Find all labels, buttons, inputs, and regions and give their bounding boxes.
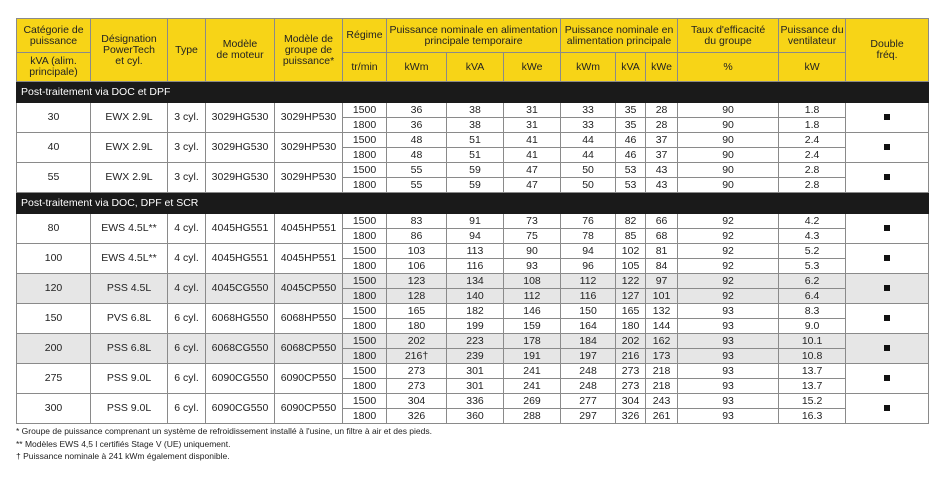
- header-category: Catégorie de puissance: [17, 19, 91, 53]
- designation-cell: PSS 4.5L: [91, 274, 168, 304]
- dual-frequency-square-icon: [884, 114, 890, 120]
- fan-power-cell: 2.4: [779, 133, 846, 148]
- standby-kwm-cell: 55: [387, 163, 447, 178]
- standby-kwe-cell: 288: [504, 409, 561, 424]
- prime-kwe-cell: 144: [646, 319, 678, 334]
- standby-kva-cell: 182: [447, 304, 504, 319]
- fan-power-cell: 15.2: [779, 394, 846, 409]
- section-title: Post-traitement via DOC et DPF: [17, 82, 929, 103]
- standby-kva-cell: 301: [447, 364, 504, 379]
- prime-kva-cell: 202: [616, 334, 646, 349]
- category-cell: 120: [17, 274, 91, 304]
- prime-kva-cell: 53: [616, 163, 646, 178]
- fan-power-cell: 2.4: [779, 148, 846, 163]
- standby-kwm-cell: 165: [387, 304, 447, 319]
- prime-kwm-cell: 94: [561, 244, 616, 259]
- designation-cell: EWS 4.5L**: [91, 214, 168, 244]
- prime-kwe-cell: 28: [646, 118, 678, 133]
- prime-kwm-cell: 96: [561, 259, 616, 274]
- genset-model-cell: 4045HP551: [275, 244, 343, 274]
- standby-kwm-cell: 128: [387, 289, 447, 304]
- designation-cell: EWX 2.9L: [91, 103, 168, 133]
- prime-kwe-cell: 97: [646, 274, 678, 289]
- footnotes: [16, 425, 432, 463]
- dual-frequency-cell: [846, 364, 929, 394]
- header-standby-kwm: kWm: [387, 53, 447, 82]
- standby-kwm-cell: 48: [387, 148, 447, 163]
- standby-kwe-cell: 47: [504, 163, 561, 178]
- rpm-cell: 1500: [343, 334, 387, 349]
- engine-model-cell: 3029HG530: [206, 103, 275, 133]
- efficiency-cell: 90: [678, 163, 779, 178]
- efficiency-cell: 92: [678, 244, 779, 259]
- prime-kwe-cell: 43: [646, 163, 678, 178]
- header-prime-power: Puissance nominale en alimentation principale: [561, 19, 678, 53]
- prime-kva-cell: 82: [616, 214, 646, 229]
- fan-power-cell: 8.3: [779, 304, 846, 319]
- prime-kwm-cell: 164: [561, 319, 616, 334]
- fan-power-cell: 5.3: [779, 259, 846, 274]
- efficiency-cell: 90: [678, 118, 779, 133]
- rpm-cell: 1800: [343, 118, 387, 133]
- table-header: [17, 19, 929, 82]
- header-standby-power: Puissance nominale en alimentation principale temporaire: [387, 19, 561, 53]
- table-row: [17, 274, 929, 289]
- genset-model-cell: 6068CP550: [275, 334, 343, 364]
- prime-kwm-cell: 150: [561, 304, 616, 319]
- standby-kva-cell: 113: [447, 244, 504, 259]
- prime-kwe-cell: 43: [646, 178, 678, 193]
- prime-kva-cell: 35: [616, 103, 646, 118]
- footnote-genset: * Groupe de puissance comprenant un système de refroidissement installé à l'usine, un filtre à air et des pieds.: [16, 426, 432, 436]
- rpm-cell: 1500: [343, 214, 387, 229]
- prime-kwm-cell: 112: [561, 274, 616, 289]
- prime-kva-cell: 127: [616, 289, 646, 304]
- standby-kva-cell: 38: [447, 103, 504, 118]
- fan-power-cell: 5.2: [779, 244, 846, 259]
- standby-kva-cell: 239: [447, 349, 504, 364]
- engine-model-cell: 6090CG550: [206, 364, 275, 394]
- prime-kva-cell: 35: [616, 118, 646, 133]
- prime-kwe-cell: 218: [646, 364, 678, 379]
- header-dual-frequency: Double fréq.: [846, 19, 929, 82]
- prime-kwe-cell: 243: [646, 394, 678, 409]
- engine-model-cell: 3029HG530: [206, 133, 275, 163]
- prime-kva-cell: 53: [616, 178, 646, 193]
- engine-model-cell: 4045HG551: [206, 244, 275, 274]
- rpm-cell: 1500: [343, 244, 387, 259]
- rpm-cell: 1800: [343, 148, 387, 163]
- dual-frequency-cell: [846, 214, 929, 244]
- prime-kwm-cell: 50: [561, 163, 616, 178]
- standby-kwm-cell: 55: [387, 178, 447, 193]
- rpm-cell: 1500: [343, 163, 387, 178]
- standby-kwe-cell: 269: [504, 394, 561, 409]
- header-standby-kva: kVA: [447, 53, 504, 82]
- table-row: [17, 163, 929, 178]
- prime-kwm-cell: 78: [561, 229, 616, 244]
- standby-kwe-cell: 47: [504, 178, 561, 193]
- prime-kwe-cell: 68: [646, 229, 678, 244]
- standby-kwm-cell: 273: [387, 379, 447, 394]
- efficiency-cell: 90: [678, 103, 779, 118]
- rpm-cell: 1500: [343, 103, 387, 118]
- rpm-cell: 1500: [343, 304, 387, 319]
- footnote-ews-models: ** Modèles EWS 4,5 l certifiés Stage V (UE) uniquement.: [16, 438, 231, 449]
- efficiency-cell: 93: [678, 334, 779, 349]
- genset-spec-table: [16, 18, 929, 424]
- standby-kva-cell: 59: [447, 163, 504, 178]
- engine-model-cell: 4045CG550: [206, 274, 275, 304]
- standby-kva-cell: 301: [447, 379, 504, 394]
- section-header-row: [17, 82, 929, 103]
- rpm-cell: 1800: [343, 319, 387, 334]
- prime-kva-cell: 216: [616, 349, 646, 364]
- fan-power-cell: 16.3: [779, 409, 846, 424]
- fan-power-cell: 1.8: [779, 118, 846, 133]
- standby-kwe-cell: 159: [504, 319, 561, 334]
- rpm-cell: 1800: [343, 289, 387, 304]
- prime-kwm-cell: 116: [561, 289, 616, 304]
- standby-kwe-cell: 178: [504, 334, 561, 349]
- fan-power-cell: 9.0: [779, 319, 846, 334]
- dual-frequency-square-icon: [884, 225, 890, 231]
- dual-frequency-square-icon: [884, 315, 890, 321]
- category-cell: 30: [17, 103, 91, 133]
- type-cell: 4 cyl.: [168, 244, 206, 274]
- fan-power-cell: 10.8: [779, 349, 846, 364]
- prime-kwe-cell: 173: [646, 349, 678, 364]
- standby-kwe-cell: 41: [504, 148, 561, 163]
- prime-kva-cell: 122: [616, 274, 646, 289]
- prime-kwm-cell: 297: [561, 409, 616, 424]
- standby-kwm-cell: 273: [387, 364, 447, 379]
- standby-kwm-cell: 106: [387, 259, 447, 274]
- standby-kwe-cell: 41: [504, 133, 561, 148]
- genset-model-cell: 3029HP530: [275, 103, 343, 133]
- efficiency-cell: 90: [678, 148, 779, 163]
- prime-kwm-cell: 248: [561, 379, 616, 394]
- prime-kwm-cell: 197: [561, 349, 616, 364]
- prime-kva-cell: 85: [616, 229, 646, 244]
- fan-power-cell: 6.2: [779, 274, 846, 289]
- standby-kva-cell: 91: [447, 214, 504, 229]
- rpm-cell: 1500: [343, 394, 387, 409]
- standby-kwm-cell: 36: [387, 118, 447, 133]
- standby-kwe-cell: 90: [504, 244, 561, 259]
- prime-kva-cell: 105: [616, 259, 646, 274]
- rpm-cell: 1800: [343, 349, 387, 364]
- standby-kwm-cell: 48: [387, 133, 447, 148]
- standby-kwm-cell: 83: [387, 214, 447, 229]
- prime-kva-cell: 102: [616, 244, 646, 259]
- header-regime-unit: tr/min: [343, 53, 387, 82]
- engine-model-cell: 6090CG550: [206, 394, 275, 424]
- table-row: [17, 133, 929, 148]
- standby-kwe-cell: 241: [504, 364, 561, 379]
- prime-kwe-cell: 84: [646, 259, 678, 274]
- prime-kwe-cell: 162: [646, 334, 678, 349]
- prime-kwe-cell: 37: [646, 148, 678, 163]
- designation-cell: PSS 6.8L: [91, 334, 168, 364]
- dual-frequency-square-icon: [884, 345, 890, 351]
- prime-kva-cell: 273: [616, 379, 646, 394]
- header-efficiency-unit: %: [678, 53, 779, 82]
- prime-kwe-cell: 261: [646, 409, 678, 424]
- prime-kwe-cell: 132: [646, 304, 678, 319]
- prime-kwm-cell: 277: [561, 394, 616, 409]
- prime-kwm-cell: 50: [561, 178, 616, 193]
- standby-kwe-cell: 75: [504, 229, 561, 244]
- efficiency-cell: 93: [678, 394, 779, 409]
- efficiency-cell: 93: [678, 319, 779, 334]
- prime-kwm-cell: 44: [561, 148, 616, 163]
- designation-cell: PSS 9.0L: [91, 364, 168, 394]
- dual-frequency-cell: [846, 304, 929, 334]
- engine-model-cell: 4045HG551: [206, 214, 275, 244]
- table-row: [17, 364, 929, 379]
- prime-kwm-cell: 184: [561, 334, 616, 349]
- table-row: [17, 394, 929, 409]
- dual-frequency-cell: [846, 334, 929, 364]
- prime-kva-cell: 326: [616, 409, 646, 424]
- genset-model-cell: 6068HP550: [275, 304, 343, 334]
- section-header-row: [17, 193, 929, 214]
- designation-cell: PVS 6.8L: [91, 304, 168, 334]
- type-cell: 4 cyl.: [168, 214, 206, 244]
- standby-kwm-cell: 304: [387, 394, 447, 409]
- header-standby-kwe: kWe: [504, 53, 561, 82]
- standby-kwm-cell: 86: [387, 229, 447, 244]
- efficiency-cell: 92: [678, 214, 779, 229]
- prime-kva-cell: 180: [616, 319, 646, 334]
- standby-kwe-cell: 93: [504, 259, 561, 274]
- category-cell: 100: [17, 244, 91, 274]
- designation-cell: EWX 2.9L: [91, 133, 168, 163]
- standby-kwe-cell: 31: [504, 103, 561, 118]
- header-type: Type: [168, 19, 206, 82]
- standby-kwe-cell: 191: [504, 349, 561, 364]
- efficiency-cell: 92: [678, 289, 779, 304]
- table-row: [17, 103, 929, 118]
- genset-model-cell: 3029HP530: [275, 133, 343, 163]
- type-cell: 3 cyl.: [168, 133, 206, 163]
- dual-frequency-square-icon: [884, 375, 890, 381]
- prime-kva-cell: 304: [616, 394, 646, 409]
- rpm-cell: 1800: [343, 178, 387, 193]
- fan-power-cell: 4.3: [779, 229, 846, 244]
- standby-kwm-cell: 180: [387, 319, 447, 334]
- standby-kwe-cell: 108: [504, 274, 561, 289]
- category-cell: 55: [17, 163, 91, 193]
- category-cell: 150: [17, 304, 91, 334]
- genset-model-cell: 6090CP550: [275, 364, 343, 394]
- dual-frequency-cell: [846, 133, 929, 163]
- fan-power-cell: 2.8: [779, 178, 846, 193]
- type-cell: 6 cyl.: [168, 364, 206, 394]
- section-title: Post-traitement via DOC, DPF et SCR: [17, 193, 929, 214]
- category-cell: 200: [17, 334, 91, 364]
- dual-frequency-square-icon: [884, 144, 890, 150]
- fan-power-cell: 1.8: [779, 103, 846, 118]
- type-cell: 3 cyl.: [168, 163, 206, 193]
- standby-kwm-cell: 216†: [387, 349, 447, 364]
- prime-kwe-cell: 218: [646, 379, 678, 394]
- rpm-cell: 1500: [343, 133, 387, 148]
- dual-frequency-square-icon: [884, 405, 890, 411]
- table-body: [17, 82, 929, 424]
- engine-model-cell: 6068HG550: [206, 304, 275, 334]
- standby-kva-cell: 38: [447, 118, 504, 133]
- standby-kva-cell: 223: [447, 334, 504, 349]
- header-category-unit: kVA (alim. principale): [17, 53, 91, 82]
- efficiency-cell: 93: [678, 409, 779, 424]
- prime-kwm-cell: 248: [561, 364, 616, 379]
- spec-table-wrapper: [16, 18, 928, 424]
- dual-frequency-cell: [846, 244, 929, 274]
- dual-frequency-square-icon: [884, 174, 890, 180]
- type-cell: 6 cyl.: [168, 304, 206, 334]
- rpm-cell: 1800: [343, 229, 387, 244]
- standby-kwe-cell: 241: [504, 379, 561, 394]
- standby-kva-cell: 336: [447, 394, 504, 409]
- engine-model-cell: 6068CG550: [206, 334, 275, 364]
- standby-kwe-cell: 31: [504, 118, 561, 133]
- standby-kwm-cell: 326: [387, 409, 447, 424]
- efficiency-cell: 93: [678, 364, 779, 379]
- dual-frequency-cell: [846, 274, 929, 304]
- table-row: [17, 214, 929, 229]
- standby-kva-cell: 199: [447, 319, 504, 334]
- prime-kva-cell: 273: [616, 364, 646, 379]
- standby-kwe-cell: 112: [504, 289, 561, 304]
- type-cell: 6 cyl.: [168, 334, 206, 364]
- header-prime-kwm: kWm: [561, 53, 616, 82]
- rpm-cell: 1500: [343, 364, 387, 379]
- prime-kwm-cell: 33: [561, 118, 616, 133]
- table-row: [17, 304, 929, 319]
- dual-frequency-cell: [846, 103, 929, 133]
- prime-kva-cell: 165: [616, 304, 646, 319]
- category-cell: 40: [17, 133, 91, 163]
- engine-model-cell: 3029HG530: [206, 163, 275, 193]
- standby-kwm-cell: 202: [387, 334, 447, 349]
- prime-kwe-cell: 101: [646, 289, 678, 304]
- efficiency-cell: 93: [678, 304, 779, 319]
- rpm-cell: 1800: [343, 259, 387, 274]
- rpm-cell: 1500: [343, 274, 387, 289]
- category-cell: 275: [17, 364, 91, 394]
- standby-kwe-cell: 73: [504, 214, 561, 229]
- fan-power-cell: 6.4: [779, 289, 846, 304]
- header-prime-kwe: kWe: [646, 53, 678, 82]
- fan-power-cell: 2.8: [779, 163, 846, 178]
- header-fan-unit: kW: [779, 53, 846, 82]
- category-cell: 300: [17, 394, 91, 424]
- dual-frequency-square-icon: [884, 255, 890, 261]
- prime-kwe-cell: 81: [646, 244, 678, 259]
- header-engine-model: Modèle de moteur: [206, 19, 275, 82]
- prime-kwm-cell: 44: [561, 133, 616, 148]
- category-cell: 80: [17, 214, 91, 244]
- standby-kwm-cell: 103: [387, 244, 447, 259]
- standby-kva-cell: 116: [447, 259, 504, 274]
- fan-power-cell: 13.7: [779, 364, 846, 379]
- standby-kwe-cell: 146: [504, 304, 561, 319]
- header-genset-model: Modèle de groupe de puissance*: [275, 19, 343, 82]
- standby-kwm-cell: 36: [387, 103, 447, 118]
- fan-power-cell: 4.2: [779, 214, 846, 229]
- efficiency-cell: 93: [678, 379, 779, 394]
- rpm-cell: 1800: [343, 379, 387, 394]
- type-cell: 3 cyl.: [168, 103, 206, 133]
- header-designation: Désignation PowerTech et cyl.: [91, 19, 168, 82]
- standby-kva-cell: 59: [447, 178, 504, 193]
- designation-cell: EWS 4.5L**: [91, 244, 168, 274]
- genset-model-cell: 6090CP550: [275, 394, 343, 424]
- header-fan-power: Puissance du ventilateur: [779, 19, 846, 53]
- prime-kwe-cell: 37: [646, 133, 678, 148]
- table-row: [17, 334, 929, 349]
- genset-model-cell: 4045CP550: [275, 274, 343, 304]
- standby-kva-cell: 51: [447, 133, 504, 148]
- efficiency-cell: 92: [678, 259, 779, 274]
- fan-power-cell: 13.7: [779, 379, 846, 394]
- type-cell: 4 cyl.: [168, 274, 206, 304]
- table-row: [17, 244, 929, 259]
- prime-kwe-cell: 66: [646, 214, 678, 229]
- genset-model-cell: 3029HP530: [275, 163, 343, 193]
- standby-kva-cell: 94: [447, 229, 504, 244]
- efficiency-cell: 92: [678, 229, 779, 244]
- standby-kva-cell: 360: [447, 409, 504, 424]
- standby-kva-cell: 51: [447, 148, 504, 163]
- efficiency-cell: 90: [678, 178, 779, 193]
- designation-cell: PSS 9.0L: [91, 394, 168, 424]
- genset-model-cell: 4045HP551: [275, 214, 343, 244]
- standby-kwm-cell: 123: [387, 274, 447, 289]
- type-cell: 6 cyl.: [168, 394, 206, 424]
- header-prime-kva: kVA: [616, 53, 646, 82]
- prime-kva-cell: 46: [616, 148, 646, 163]
- efficiency-cell: 93: [678, 349, 779, 364]
- dual-frequency-square-icon: [884, 285, 890, 291]
- prime-kva-cell: 46: [616, 133, 646, 148]
- designation-cell: EWX 2.9L: [91, 163, 168, 193]
- standby-kva-cell: 140: [447, 289, 504, 304]
- efficiency-cell: 90: [678, 133, 779, 148]
- header-efficiency: Taux d'efficacité du groupe: [678, 19, 779, 53]
- prime-kwm-cell: 33: [561, 103, 616, 118]
- header-regime: Régime: [343, 19, 387, 53]
- rpm-cell: 1800: [343, 409, 387, 424]
- dual-frequency-cell: [846, 394, 929, 424]
- standby-kva-cell: 134: [447, 274, 504, 289]
- prime-kwm-cell: 76: [561, 214, 616, 229]
- dual-frequency-cell: [846, 163, 929, 193]
- prime-kwe-cell: 28: [646, 103, 678, 118]
- footnote-alt-rating: † Puissance nominale à 241 kWm également disponible.: [16, 451, 230, 461]
- fan-power-cell: 10.1: [779, 334, 846, 349]
- efficiency-cell: 92: [678, 274, 779, 289]
